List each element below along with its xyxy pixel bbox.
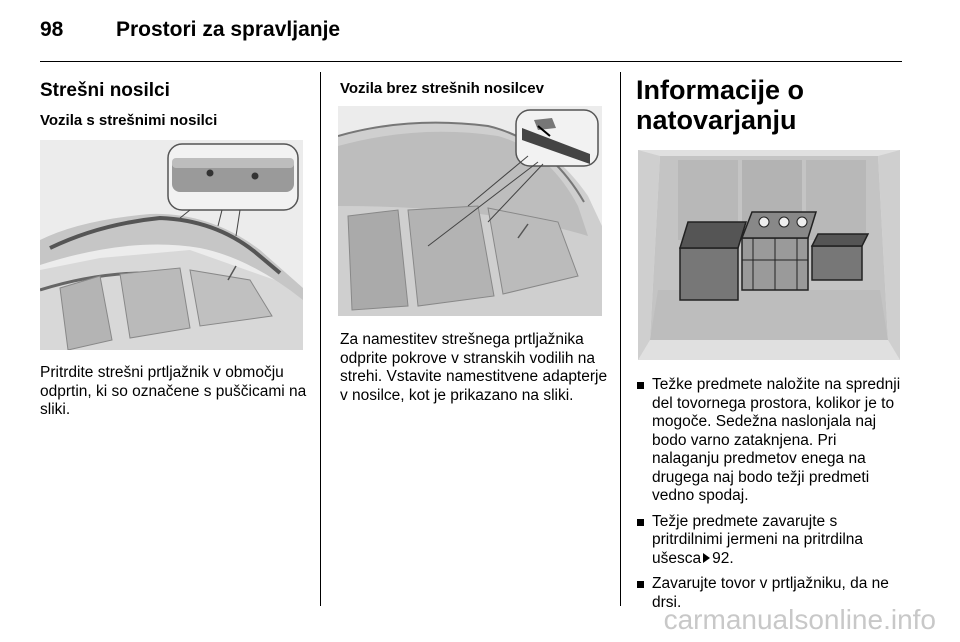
section-heading-loading-info-line1: Informacije o: [636, 75, 805, 105]
page-section-title: Prostori za spravljanje: [116, 18, 341, 41]
list-item: [636, 376, 904, 506]
section-heading-loading-info-line2: natovarjanju: [636, 105, 797, 135]
column-divider-2: [620, 72, 621, 606]
column-divider-1: [320, 72, 321, 606]
list-item: [636, 513, 904, 569]
subheading-without-rails: Vozila brez strešnih nosilcev: [340, 80, 544, 97]
cargo-area-illustration: [638, 150, 900, 360]
bullet-square-icon: [637, 519, 644, 526]
section-heading-roof-rack: Strešni nosilci: [40, 80, 170, 101]
watermark: carmanualsonline.info: [663, 604, 936, 635]
bullet-text: Zavarujte tovor v prtljažniku, da ne drsi.: [652, 575, 889, 611]
loading-instructions-list: [636, 376, 904, 619]
roof-rails-illustration: [40, 140, 303, 350]
paragraph-adapter-install: Za namestitev strešnega prtljažnika odprite pokrove v stranskih vodilih na strehi. Vstavite namestitvene adapterje v nosilce, kot je prikazano na sliki.: [340, 331, 608, 404]
paragraph-roof-rack-attach: Pritrdite strešni prtljažnik v območju odprtin, ki so označene s puščicami na sliki.: [40, 364, 307, 418]
bullet-text: Težje predmete zavarujte s pritrdilnimi jermeni na pritrdilna ušesca: [652, 512, 864, 567]
bullet-text: Težke predmete naložite na sprednji del tovornega prostora, kolikor je to mogoče. Sedežna naslonjala naj bodo varno zataknjena. Pri nalaganju predmetov enega na drugega naj bodo težji predmeti vedno spodaj.: [652, 376, 901, 504]
subheading-with-rails: Vozila s strešnimi nosilci: [40, 112, 218, 129]
page-reference-arrow-icon: [703, 553, 710, 563]
bullet-square-icon: [637, 581, 644, 588]
roof-mount-adapter-illustration: [338, 106, 602, 316]
header-rule: [40, 61, 902, 62]
page-reference-link[interactable]: 92.: [712, 549, 734, 567]
bullet-square-icon: [637, 382, 644, 389]
page-number: 98: [40, 18, 64, 41]
